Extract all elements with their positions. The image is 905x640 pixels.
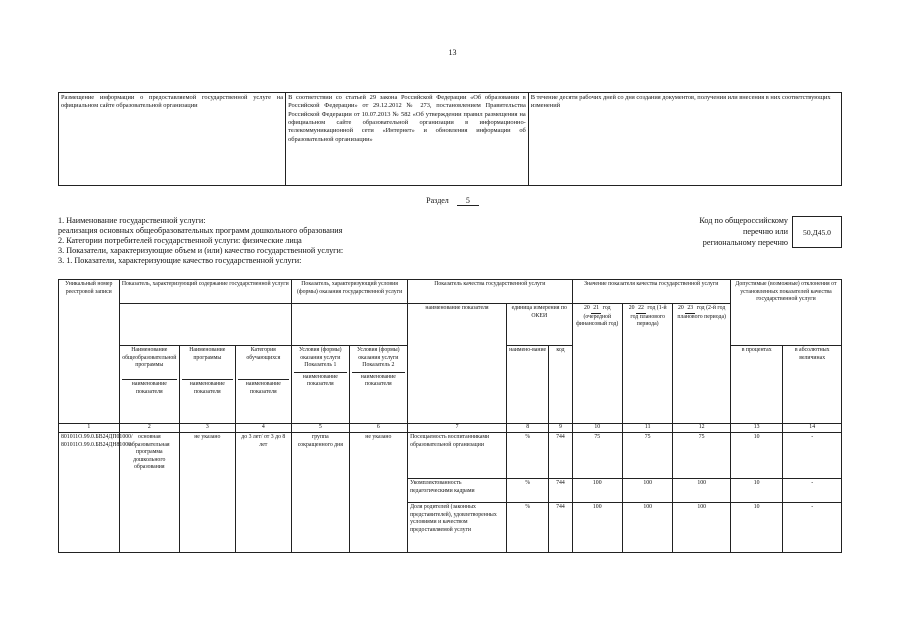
record-programs: не указано bbox=[180, 433, 235, 553]
indicator-deviation-abs: - bbox=[783, 433, 842, 479]
indicator-deviation-abs: - bbox=[783, 503, 842, 553]
section-label: Раздел bbox=[426, 196, 449, 205]
service-name: реализация основных общеобразовательных программ дошкольного образования bbox=[58, 226, 343, 235]
section-heading bbox=[0, 196, 905, 206]
header-deviation: Допустимые (возможные) отклонения от установленных показателей качества государственной услуги bbox=[730, 280, 841, 346]
record-code: 801011О.99.0.БВ24ДП01000/ 801011О.99.0.БВ24ДН81000 bbox=[59, 433, 120, 553]
header-year-3: 20 23 год (2-й год планового периода) bbox=[673, 304, 731, 424]
info-cell-1: Размещение информации о предоставляемой государственной услуге на официальном сайте образовательной организации bbox=[59, 93, 286, 186]
record-program: основная образовательная программа дошкольного образования bbox=[119, 433, 180, 553]
header-unit: единица измерения по ОКЕИ bbox=[506, 304, 572, 346]
header-year-2: 20 22 год (1-й год планового периода) bbox=[622, 304, 672, 424]
header-category: Категория обучающихся наименование показателя bbox=[235, 346, 292, 424]
column-index: 2 bbox=[119, 424, 180, 433]
header-indicator-name: наименование показателя bbox=[408, 304, 507, 424]
column-index: 10 bbox=[572, 424, 622, 433]
column-index: 13 bbox=[730, 424, 782, 433]
header-program: Наименование общеобразовательной программы наименование показателя bbox=[119, 346, 180, 424]
record-category: до 3 лет/ от 3 до 8 лет bbox=[235, 433, 292, 553]
column-index: 6 bbox=[349, 424, 408, 433]
indicator-deviation-pct: 10 bbox=[730, 479, 782, 503]
column-index: 7 bbox=[408, 424, 507, 433]
column-index: 9 bbox=[549, 424, 572, 433]
indicator-value-3: 75 bbox=[673, 433, 731, 479]
header-unique-number: Уникальный номер реестровой записи bbox=[59, 280, 120, 424]
page-number: 13 bbox=[448, 48, 457, 57]
indicator-value-3: 100 bbox=[673, 503, 731, 553]
indicator-name: Доля родителей (законных представителей), удовлетворенных условиями и качеством предоставляемой услуги bbox=[408, 503, 507, 553]
column-index: 1 bbox=[59, 424, 120, 433]
header-programs: Наименование программы наименование показателя bbox=[180, 346, 235, 424]
indicator-name: Укомплектованность педагогическими кадрами bbox=[408, 479, 507, 503]
indicator-value-1: 75 bbox=[572, 433, 622, 479]
indicator-unit-code: 744 bbox=[549, 433, 572, 479]
column-index: 3 bbox=[180, 424, 235, 433]
indicator-deviation-pct: 10 bbox=[730, 503, 782, 553]
column-index: 12 bbox=[673, 424, 731, 433]
column-index: 14 bbox=[783, 424, 842, 433]
indicator-value-2: 75 bbox=[622, 433, 672, 479]
header-quality-indicator: Показатель качества государственной услуги bbox=[408, 280, 572, 304]
header-conditions-indicator: Показатель, характеризующий условия (формы) оказания государственной услуги bbox=[292, 280, 408, 304]
registry-code-value: 50.Д45.0 bbox=[792, 216, 842, 248]
column-index: 8 bbox=[506, 424, 548, 433]
column-index: 4 bbox=[235, 424, 292, 433]
indicator-name: Посещаемость воспитанниками образовательной организации bbox=[408, 433, 507, 479]
code-label-1: Код по общероссийскому bbox=[699, 216, 788, 225]
indicator-unit-code: 744 bbox=[549, 479, 572, 503]
header-value: Значение показателя качества государственной услуги bbox=[572, 280, 730, 304]
header-condition-1: Условия (формы) оказания услуги Показатель 1 наименование показателя bbox=[292, 346, 350, 424]
indicator-value-3: 100 bbox=[673, 479, 731, 503]
service-info bbox=[58, 216, 343, 266]
indicator-unit: % bbox=[506, 433, 548, 479]
indicator-value-1: 100 bbox=[572, 503, 622, 553]
header-condition-2: Условия (формы) оказания услуги Показатель 2 наименование показателя bbox=[349, 346, 408, 424]
header-content-indicator: Показатель, характеризующий содержание государственной услуги bbox=[119, 280, 292, 304]
info-table bbox=[58, 92, 842, 186]
record-condition-1: группа сокращенного дня bbox=[292, 433, 350, 553]
info-cell-2: В соответствии со статьей 29 закона Российской Федерации «Об образовании в Российской Федерации» от 29.12.2012 № 273, постановлением Правительства Российской Федерации от 10.07.2013 № 582 «Об утверждении правил размещения на официальном сайте образовательной организации в информационно-телекоммуникационной сети «Интернет» и обновления информации об образовательной организации» bbox=[286, 93, 529, 186]
header-year-1: 20 21 год (очередной финансовый год) bbox=[572, 304, 622, 424]
record-condition-2: не указано bbox=[349, 433, 408, 553]
header-absolute: в абсолютных величинах bbox=[783, 346, 842, 424]
service-name-label: 1. Наименование государственной услуги: bbox=[58, 216, 206, 225]
indicator-unit-code: 744 bbox=[549, 503, 572, 553]
section-number: 5 bbox=[457, 196, 479, 206]
header-unit-name: наимено-вание bbox=[506, 346, 548, 424]
column-index: 11 bbox=[622, 424, 672, 433]
code-label-2: перечню или bbox=[742, 227, 788, 236]
indicator-unit: % bbox=[506, 503, 548, 553]
quality-table bbox=[58, 279, 842, 553]
column-index: 5 bbox=[292, 424, 350, 433]
quality-heading: 3. 1. Показатели, характеризующие качество государственной услуги: bbox=[58, 256, 302, 265]
indicator-value-1: 100 bbox=[572, 479, 622, 503]
indicator-unit: % bbox=[506, 479, 548, 503]
indicator-deviation-abs: - bbox=[783, 479, 842, 503]
indicator-value-2: 100 bbox=[622, 503, 672, 553]
header-percent: в процентах bbox=[730, 346, 782, 424]
indicator-value-2: 100 bbox=[622, 479, 672, 503]
consumer-categories: 2. Категории потребителей государственной услуги: физические лица bbox=[58, 236, 302, 245]
indicators-heading: 3. Показатели, характеризующие объем и (или) качество государственной услуги: bbox=[58, 246, 344, 255]
indicator-deviation-pct: 10 bbox=[730, 433, 782, 479]
code-label-3: региональному перечню bbox=[702, 238, 788, 247]
header-unit-code: код bbox=[549, 346, 572, 424]
info-cell-3: В течение десяти рабочих дней со дня создания документов, получения или внесения в них соответствующих изменений bbox=[528, 93, 841, 186]
